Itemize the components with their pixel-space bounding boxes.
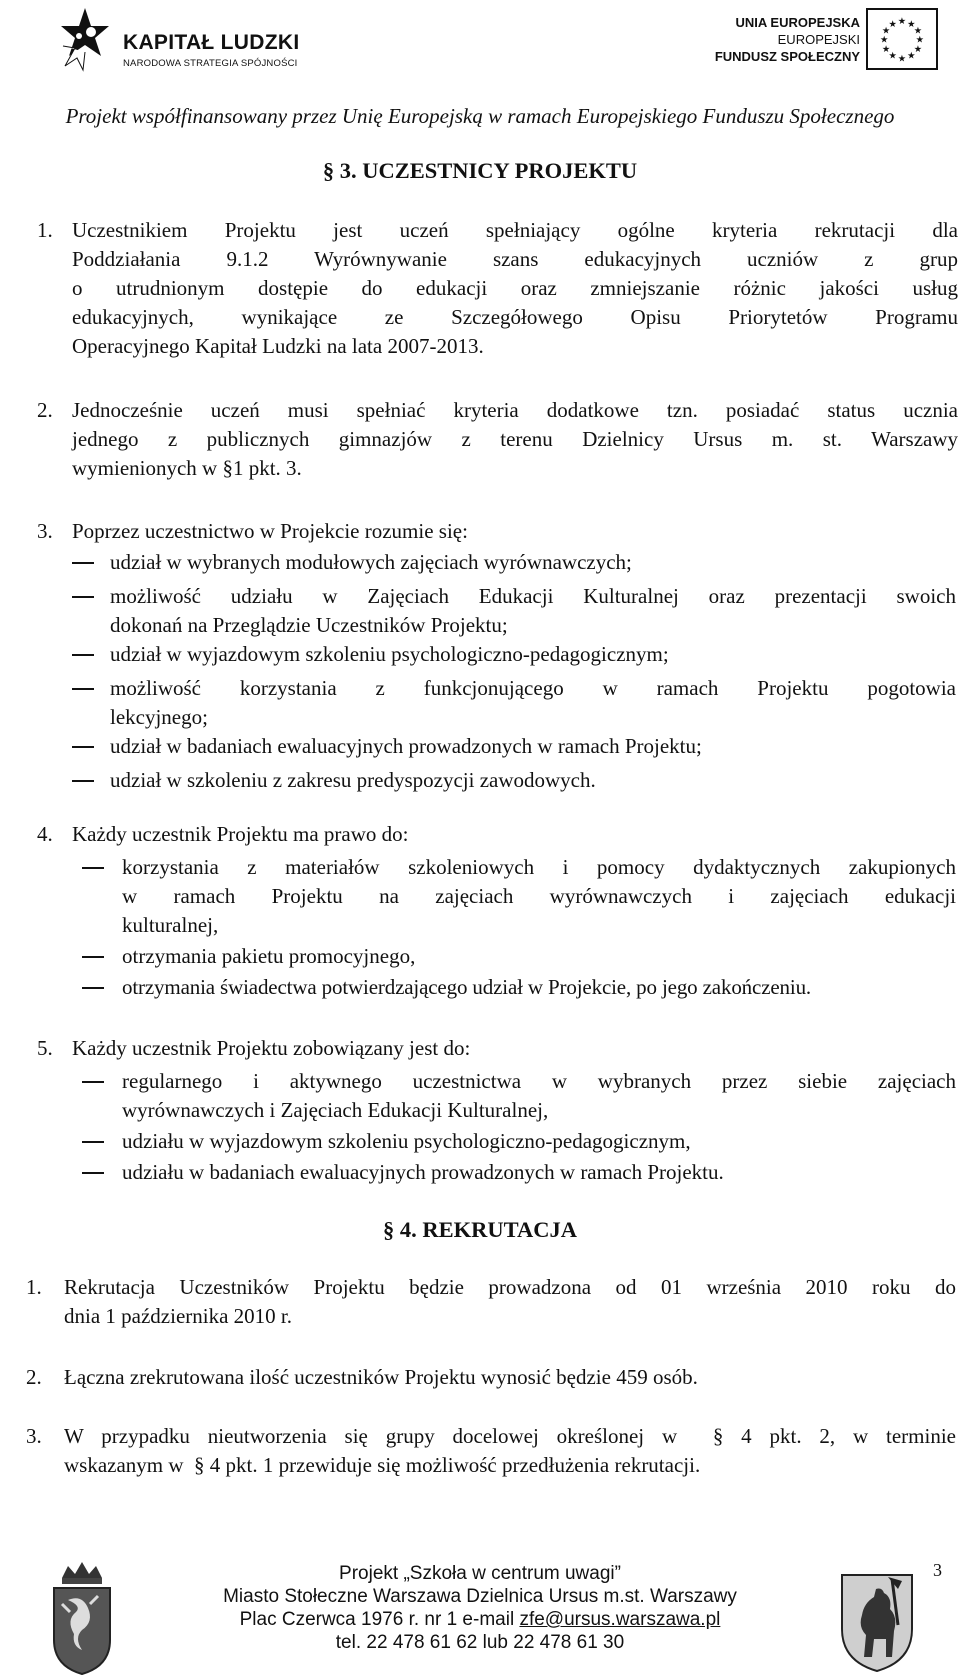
svg-text:★: ★: [915, 34, 924, 46]
dash-bullet: [72, 654, 94, 656]
text-line: Jednocześnie uczeń musi spełniać kryteria dodatkowe tzn. posiadać status ucznia: [72, 398, 958, 422]
dash-bullet: [82, 1081, 104, 1083]
list-item: udział w wybranych modułowych zajęciach wyrównawczych;: [110, 550, 632, 574]
text-line: wymienionych w §1 pkt. 3.: [72, 456, 302, 480]
eu-line-1: UNIA EUROPEJSKA: [735, 15, 860, 30]
svg-text:★: ★: [907, 50, 916, 62]
kapital-ludzki-subtitle: NARODOWA STRATEGIA SPÓJNOŚCI: [123, 58, 298, 69]
text-line: możliwość udziału w Zajęciach Edukacji Kulturalnej oraz prezentacji swoich: [110, 584, 956, 608]
text-line: regularnego i aktywnego uczestnictwa w wybranych przez siebie zajęciach: [122, 1069, 956, 1093]
item-number: 1.: [37, 218, 53, 242]
svg-text:★: ★: [881, 25, 891, 37]
text-line: Poddziałania 9.1.2 Wyrównywanie szans edukacyjnych uczniów z grup: [72, 247, 958, 271]
text-line: Rekrutacja Uczestników Projektu będzie prowadzona od 01 września 2010 roku do: [64, 1275, 956, 1299]
text-line: wskazanym w § 4 pkt. 1 przewiduje się możliwość przedłużenia rekrutacji.: [64, 1453, 701, 1477]
dash-bullet: [82, 956, 104, 958]
dash-bullet: [72, 688, 94, 690]
list-item: udział w badaniach ewaluacyjnych prowadzonych w ramach Projektu;: [110, 734, 702, 758]
item-number: 3.: [26, 1424, 42, 1448]
dash-bullet: [72, 596, 94, 598]
svg-text:★: ★: [913, 44, 923, 56]
item-number: 2.: [37, 398, 53, 422]
dash-bullet: [72, 780, 94, 782]
dash-bullet: [72, 562, 94, 564]
text-line: W przypadku nieutworzenia się grupy docelowej określonej w § 4 pkt. 2, w terminie: [64, 1424, 956, 1448]
list-item: udziału w badaniach ewaluacyjnych prowadzonych w ramach Projektu.: [122, 1160, 724, 1184]
footer-institution: Miasto Stołeczne Warszawa Dzielnica Ursus m.st. Warszawy: [223, 1586, 737, 1607]
list-item: udziału w wyjazdowym szkoleniu psychologiczno-pedagogicznym,: [122, 1129, 691, 1153]
footer-address-text: Plac Czerwca 1976 r. nr 1 e-mail: [239, 1609, 520, 1630]
item-number: 2.: [26, 1365, 42, 1389]
item-number: 5.: [37, 1036, 53, 1060]
eu-flag-icon: [866, 8, 938, 70]
section-3-paragraph-1: [72, 216, 958, 361]
section-3-paragraph-3-intro: Poprzez uczestnictwo w Projekcie rozumie się:: [72, 519, 468, 543]
svg-text:★: ★: [897, 16, 907, 28]
text-line: wyrównawczych i Zajęciach Edukacji Kulturalnej,: [122, 1098, 549, 1122]
text-line: lekcyjnego;: [110, 705, 208, 729]
svg-text:★: ★: [880, 34, 889, 46]
section-4-heading: § 4. REKRUTACJA: [383, 1217, 577, 1242]
section-3-paragraph-4-intro: Każdy uczestnik Projektu ma prawo do:: [72, 822, 409, 846]
page-number: 3: [933, 1560, 942, 1580]
section-4-paragraph-2: Łączna zrekrutowana ilość uczestników Projektu wynosić będzie 459 osób.: [64, 1365, 698, 1389]
section-3-paragraph-2: [72, 396, 958, 483]
section-4-paragraph-1: [64, 1273, 956, 1331]
section-4-paragraph-3: [64, 1422, 956, 1480]
item-number: 3.: [37, 519, 53, 543]
section-3-heading: § 3. UCZESTNICY PROJEKTU: [322, 158, 638, 183]
footer-email-link[interactable]: zfe@ursus.warszawa.pl: [519, 1609, 721, 1630]
footer-project-name: Projekt „Szkoła w centrum uwagi”: [339, 1563, 621, 1584]
text-line: możliwość korzystania z funkcjonującego w ramach Projektu pogotowia: [110, 676, 956, 700]
kapital-ludzki-star-icon: [55, 6, 110, 72]
text-line: dnia 1 października 2010 r.: [64, 1304, 293, 1328]
text-line: Operacyjnego Kapitał Ludzki na lata 2007-2013.: [72, 334, 484, 358]
dash-bullet: [72, 746, 94, 748]
text-line: korzystania z materiałów szkoleniowych i pomocy dydaktycznych zakupionych: [122, 855, 956, 879]
cofinance-statement: Projekt współfinansowany przez Unię Europejską w ramach Europejskiego Funduszu Społecznego: [65, 104, 895, 128]
eu-line-2: EUROPEJSKI: [777, 32, 860, 47]
ursus-bear-coat-of-arms-icon: [838, 1565, 916, 1673]
footer-phone: tel. 22 478 61 62 lub 22 478 61 30: [335, 1632, 625, 1653]
eu-logo-text: [715, 14, 860, 65]
text-line: Uczestnikiem Projektu jest uczeń spełniający ogólne kryteria rekrutacji dla: [72, 218, 958, 242]
item-number: 4.: [37, 822, 53, 846]
footer-address: [0, 1562, 960, 1654]
dash-bullet: [82, 1141, 104, 1143]
item-number: 1.: [26, 1275, 42, 1299]
footer-address-line: [0, 1608, 960, 1631]
svg-text:★: ★: [888, 18, 897, 30]
list-item: otrzymania świadectwa potwierdzającego udział w Projekcie, po jego zakończeniu.: [122, 975, 812, 999]
text-line: o utrudnionym dostępie do edukacji oraz zmniejszanie różnic jakości usług: [72, 276, 958, 300]
eu-logo: [688, 8, 938, 74]
text-line: jednego z publicznych gimnazjów z terenu Dzielnicy Ursus m. st. Warszawy: [72, 427, 958, 451]
list-item: [122, 853, 956, 940]
list-item: [110, 674, 956, 732]
list-item: [110, 582, 956, 640]
dash-bullet: [82, 867, 104, 869]
text-line: edukacyjnych, wynikające ze Szczegółowego Opisu Priorytetów Programu: [72, 305, 958, 329]
list-item: otrzymania pakietu promocyjnego,: [122, 944, 416, 968]
list-item: udział w wyjazdowym szkoleniu psychologiczno-pedagogicznym;: [110, 642, 669, 666]
text-line: dokonań na Przeglądzie Uczestników Projektu;: [110, 613, 508, 637]
dash-bullet: [82, 987, 104, 989]
svg-text:★: ★: [881, 44, 891, 56]
eu-line-3: FUNDUSZ SPOŁECZNY: [714, 49, 860, 64]
svg-text:★: ★: [907, 18, 916, 30]
text-line: w ramach Projektu na zajęciach wyrównawczych i zajęciach edukacji: [122, 884, 956, 908]
dash-bullet: [82, 1172, 104, 1174]
section-3-paragraph-5-intro: Każdy uczestnik Projektu zobowiązany jest do:: [72, 1036, 471, 1060]
kapital-ludzki-logo: [55, 6, 305, 74]
list-item: [122, 1067, 956, 1125]
svg-text:★: ★: [888, 50, 897, 62]
text-line: kulturalnej,: [122, 913, 219, 937]
svg-text:★: ★: [897, 53, 907, 65]
svg-text:★: ★: [913, 25, 923, 37]
kapital-ludzki-title: KAPITAŁ LUDZKI: [123, 31, 300, 54]
list-item: udział w szkoleniu z zakresu predyspozycji zawodowych.: [110, 768, 596, 792]
